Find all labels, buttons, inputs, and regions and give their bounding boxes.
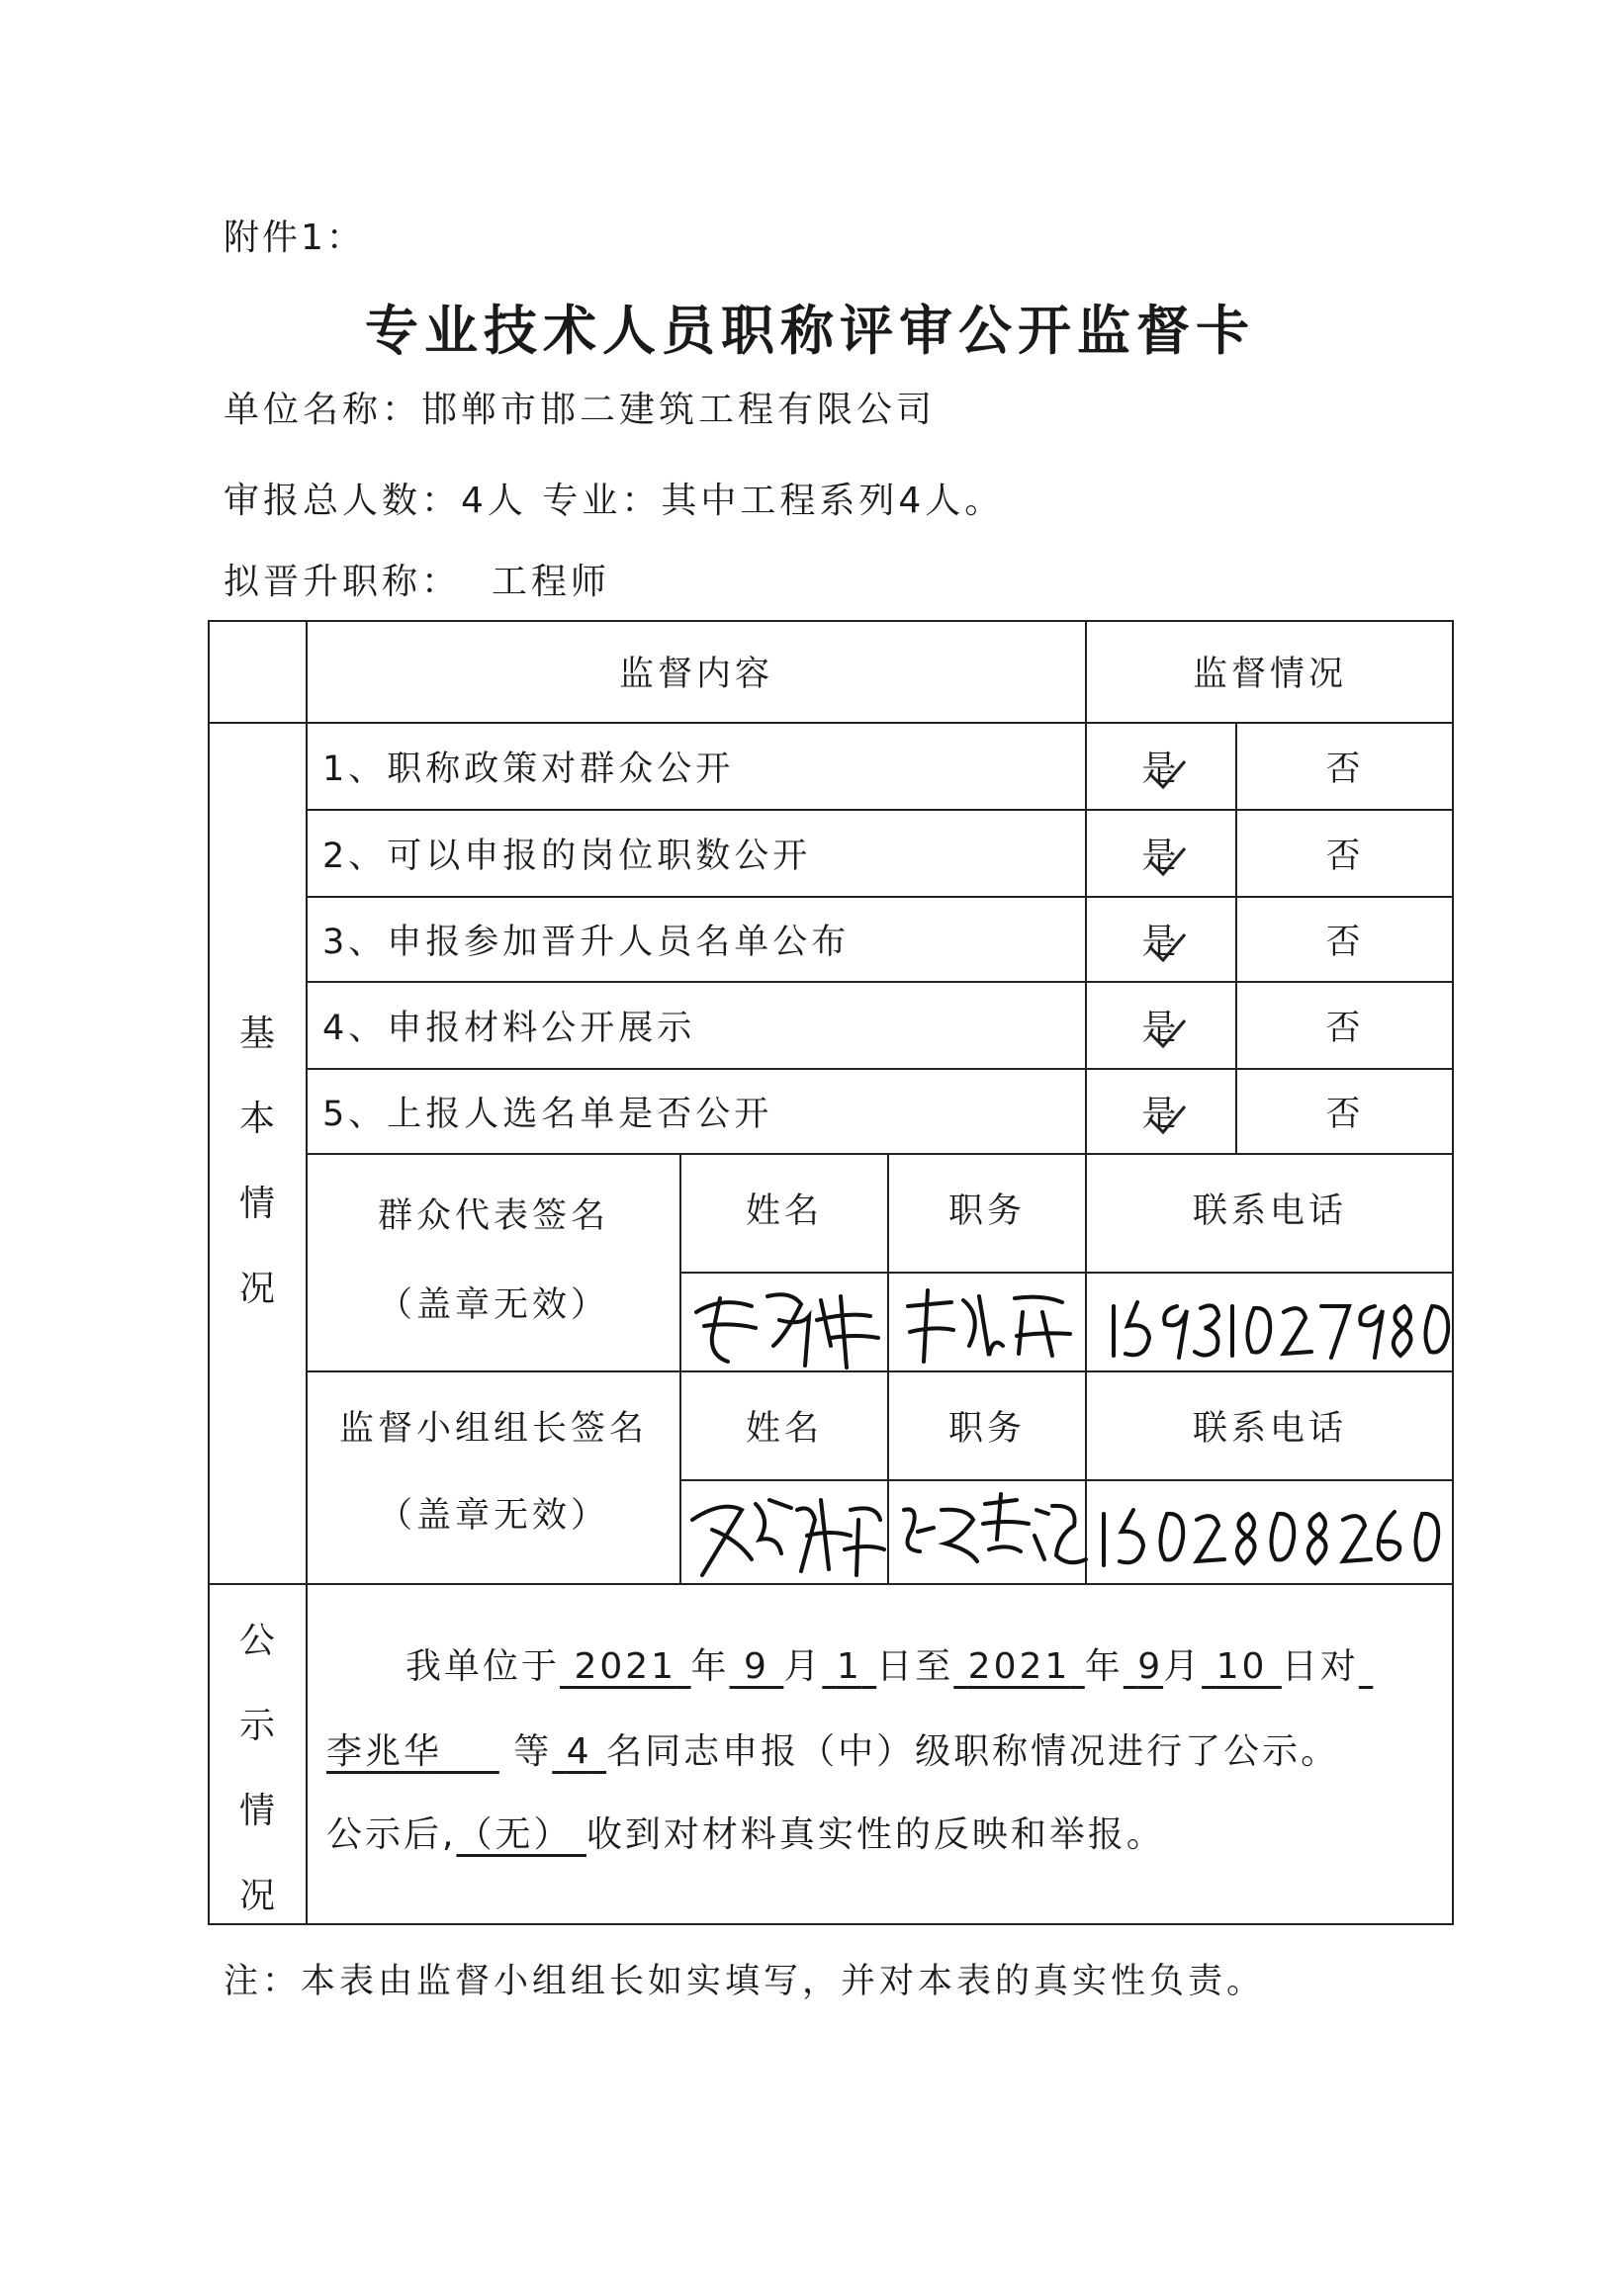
rep-col-name: 姓名 (745, 1192, 823, 1231)
item-row-5-text: 5、上报人选名单是否公开 (322, 1095, 773, 1134)
rep-sign-label: 群众代表签名 (377, 1196, 609, 1236)
applicant-count-label: 审报总人数： (224, 481, 462, 521)
section-public-label: 公 示 情 况 (238, 1621, 275, 1916)
leader-sign-note: （盖章无效） (377, 1496, 609, 1536)
item-row-5-yes: 是 (1086, 1069, 1236, 1154)
leader-col-title: 职务 (947, 1409, 1026, 1449)
rep-signed-title (894, 1277, 1082, 1371)
rep-signed-name (682, 1277, 886, 1371)
leader-sign-label: 监督小组组长签名 (338, 1409, 648, 1449)
target-title-line (224, 554, 610, 604)
check-mark-icon (1143, 925, 1189, 970)
rep-sign-note: （盖章无效） (377, 1285, 609, 1325)
item-row-4-yes: 是 (1086, 982, 1236, 1069)
check-mark-icon (1143, 839, 1189, 884)
item-row-1-text: 1、职称政策对群众公开 (322, 750, 735, 789)
check-mark-icon (1143, 1011, 1189, 1056)
attachment-label: 附件1： (224, 218, 365, 258)
target-title-value: 工程师 (491, 562, 610, 602)
item-row-3-text: 3、申报参加晋升人员名单公布 (322, 923, 851, 962)
leader-col-phone: 联系电话 (1192, 1409, 1347, 1449)
item-row-1-yes: 是 (1086, 723, 1236, 810)
rep-signed-phone (1098, 1277, 1454, 1371)
unit-name-line (224, 382, 936, 432)
page-title: 专业技术人员职称评审公开监督卡 (365, 300, 1255, 362)
item-row-4-no: 否 (1325, 1009, 1365, 1048)
item-row-3-no: 否 (1325, 923, 1365, 962)
unit-name-label: 单位名称： (224, 390, 422, 430)
header-status: 监督情况 (1192, 655, 1347, 694)
target-title-label: 拟晋升职称： (224, 562, 462, 602)
applicant-count-value: 4人 (461, 481, 527, 521)
item-row-2-yes: 是 (1086, 810, 1236, 897)
public-line-1: 我单位于 2021 年 9 月 1 日至 2021 年 9月 10 日对 (405, 1646, 1359, 1687)
item-row-2-no: 否 (1325, 837, 1365, 876)
leader-signed-phone (1090, 1480, 1452, 1583)
public-line-3: 公示后,（无） 收到对材料真实性的反映和举报。 (326, 1814, 1165, 1855)
item-row-1-no: 否 (1325, 750, 1365, 789)
rep-col-title: 职务 (947, 1192, 1026, 1231)
leader-signed-title (890, 1480, 1088, 1583)
header-content: 监督内容 (618, 655, 773, 694)
applicant-count-line (224, 473, 1004, 523)
item-row-4-text: 4、申报材料公开展示 (322, 1009, 696, 1048)
rep-col-phone: 联系电话 (1192, 1192, 1347, 1231)
major-value: 其中工程系列4人。 (661, 481, 1005, 521)
unit-name-value: 邯郸市邯二建筑工程有限公司 (421, 390, 937, 430)
item-row-3-yes: 是 (1086, 897, 1236, 982)
item-row-5-no: 否 (1325, 1095, 1365, 1134)
leader-signed-name (682, 1480, 886, 1583)
public-line-2: 李兆华 等 4 名同志申报（中）级职称情况进行了公示。 (326, 1731, 1340, 1772)
check-mark-icon (1143, 751, 1189, 797)
major-label: 专业： (542, 481, 662, 521)
supervision-table (208, 620, 1454, 1925)
item-row-2-text: 2、可以申报的岗位职数公开 (322, 837, 812, 876)
section-basic-label: 基 本 情 况 (238, 1014, 275, 1309)
footnote: 注：本表由监督小组组长如实填写，并对本表的真实性负责。 (224, 1962, 1266, 2001)
check-mark-icon (1143, 1097, 1189, 1142)
leader-col-name: 姓名 (745, 1409, 823, 1449)
